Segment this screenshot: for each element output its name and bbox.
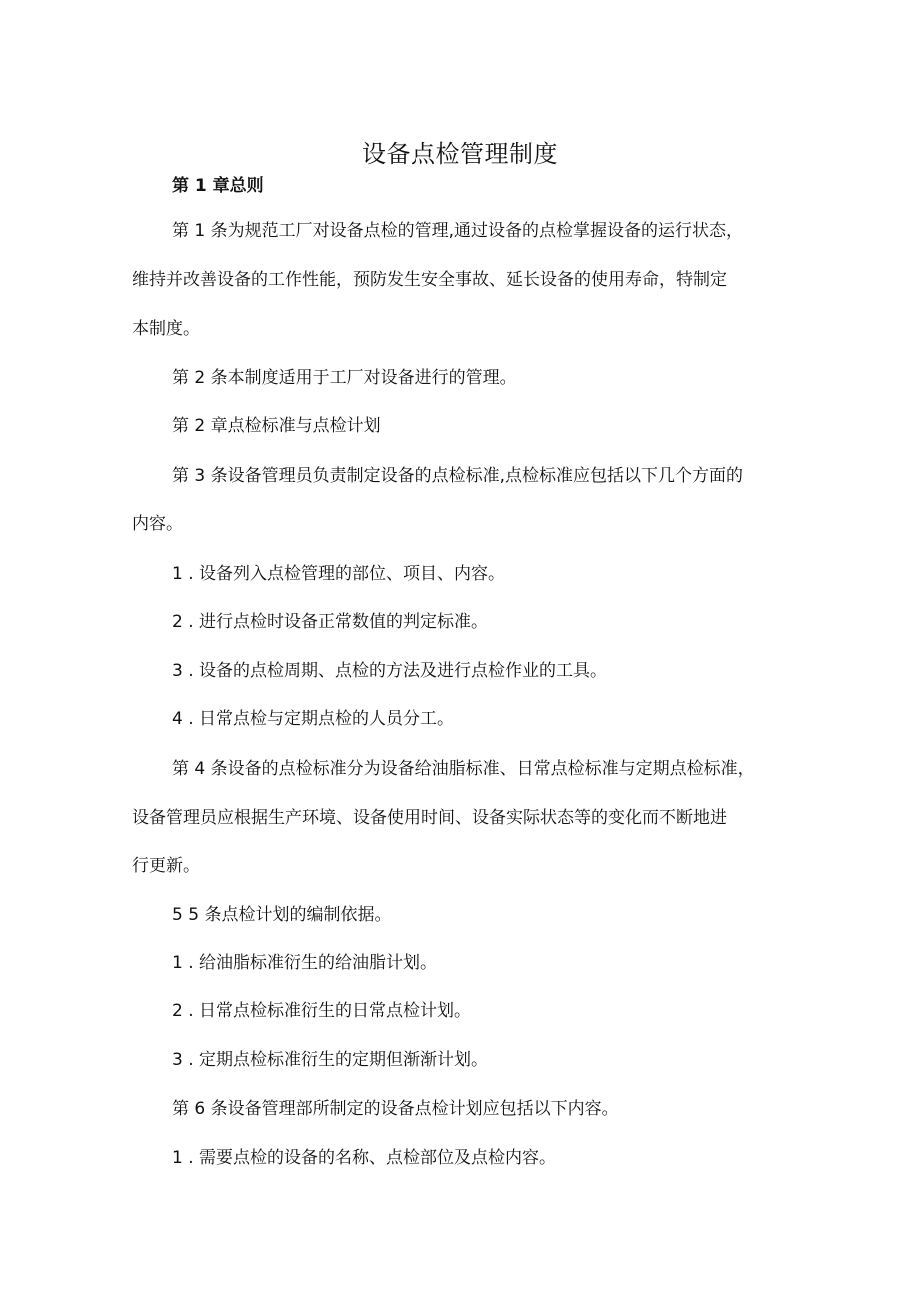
list-item: 2 . 日常点检标准衍生的日常点检计划。 [172, 1001, 472, 1021]
article-2: 第 2 条本制度适用于工厂对设备进行的管理。 [172, 368, 517, 388]
article-1-line-2: 维持并改善设备的工作性能，预防发生安全事故、延长设备的使用寿命，特制定 [132, 270, 727, 290]
list-item: 3 . 定期点检标准衍生的定期但渐渐计划。 [172, 1050, 489, 1070]
document-title: 设备点检管理制度 [362, 140, 558, 169]
article-1-line-1: 第 1 条为规范工厂对设备点检的管理,通过设备的点检掌握设备的运行状态， [172, 221, 744, 241]
list-item: 2 . 进行点检时设备正常数值的判定标准。 [172, 612, 489, 632]
article-1-line-3: 本制度。 [132, 319, 200, 339]
article-4-line-1: 第 4 条设备的点检标准分为设备给油脂标准、日常点检标准与定期点检标准， [172, 759, 755, 779]
article-5: 5 5 条点检计划的编制依据。 [172, 905, 392, 925]
article-4-line-2: 设备管理员应根据生产环境、设备使用时间、设备实际状态等的变化而不断地进 [132, 808, 727, 828]
article-4-line-3: 行更新。 [132, 856, 200, 876]
article-3-line-2: 内容。 [132, 514, 183, 534]
chapter-1-heading: 第 1 章总则 [172, 176, 264, 196]
list-item: 1 . 设备列入点检管理的部位、项目、内容。 [172, 564, 506, 584]
list-item: 1 . 需要点检的设备的名称、点检部位及点检内容。 [172, 1148, 557, 1168]
chapter-2-heading: 第 2 章点检标准与点检计划 [172, 416, 381, 436]
list-item: 1 . 给油脂标准衍生的给油脂计划。 [172, 953, 438, 973]
list-item: 3 . 设备的点检周期、点检的方法及进行点检作业的工具。 [172, 661, 608, 681]
list-item: 4 . 日常点检与定期点检的人员分工。 [172, 709, 455, 729]
article-6: 第 6 条设备管理部所制定的设备点检计划应包括以下内容。 [172, 1099, 619, 1119]
article-3-line-1: 第 3 条设备管理员负责制定设备的点检标准,点检标准应包括以下几个方面的 [172, 466, 744, 486]
